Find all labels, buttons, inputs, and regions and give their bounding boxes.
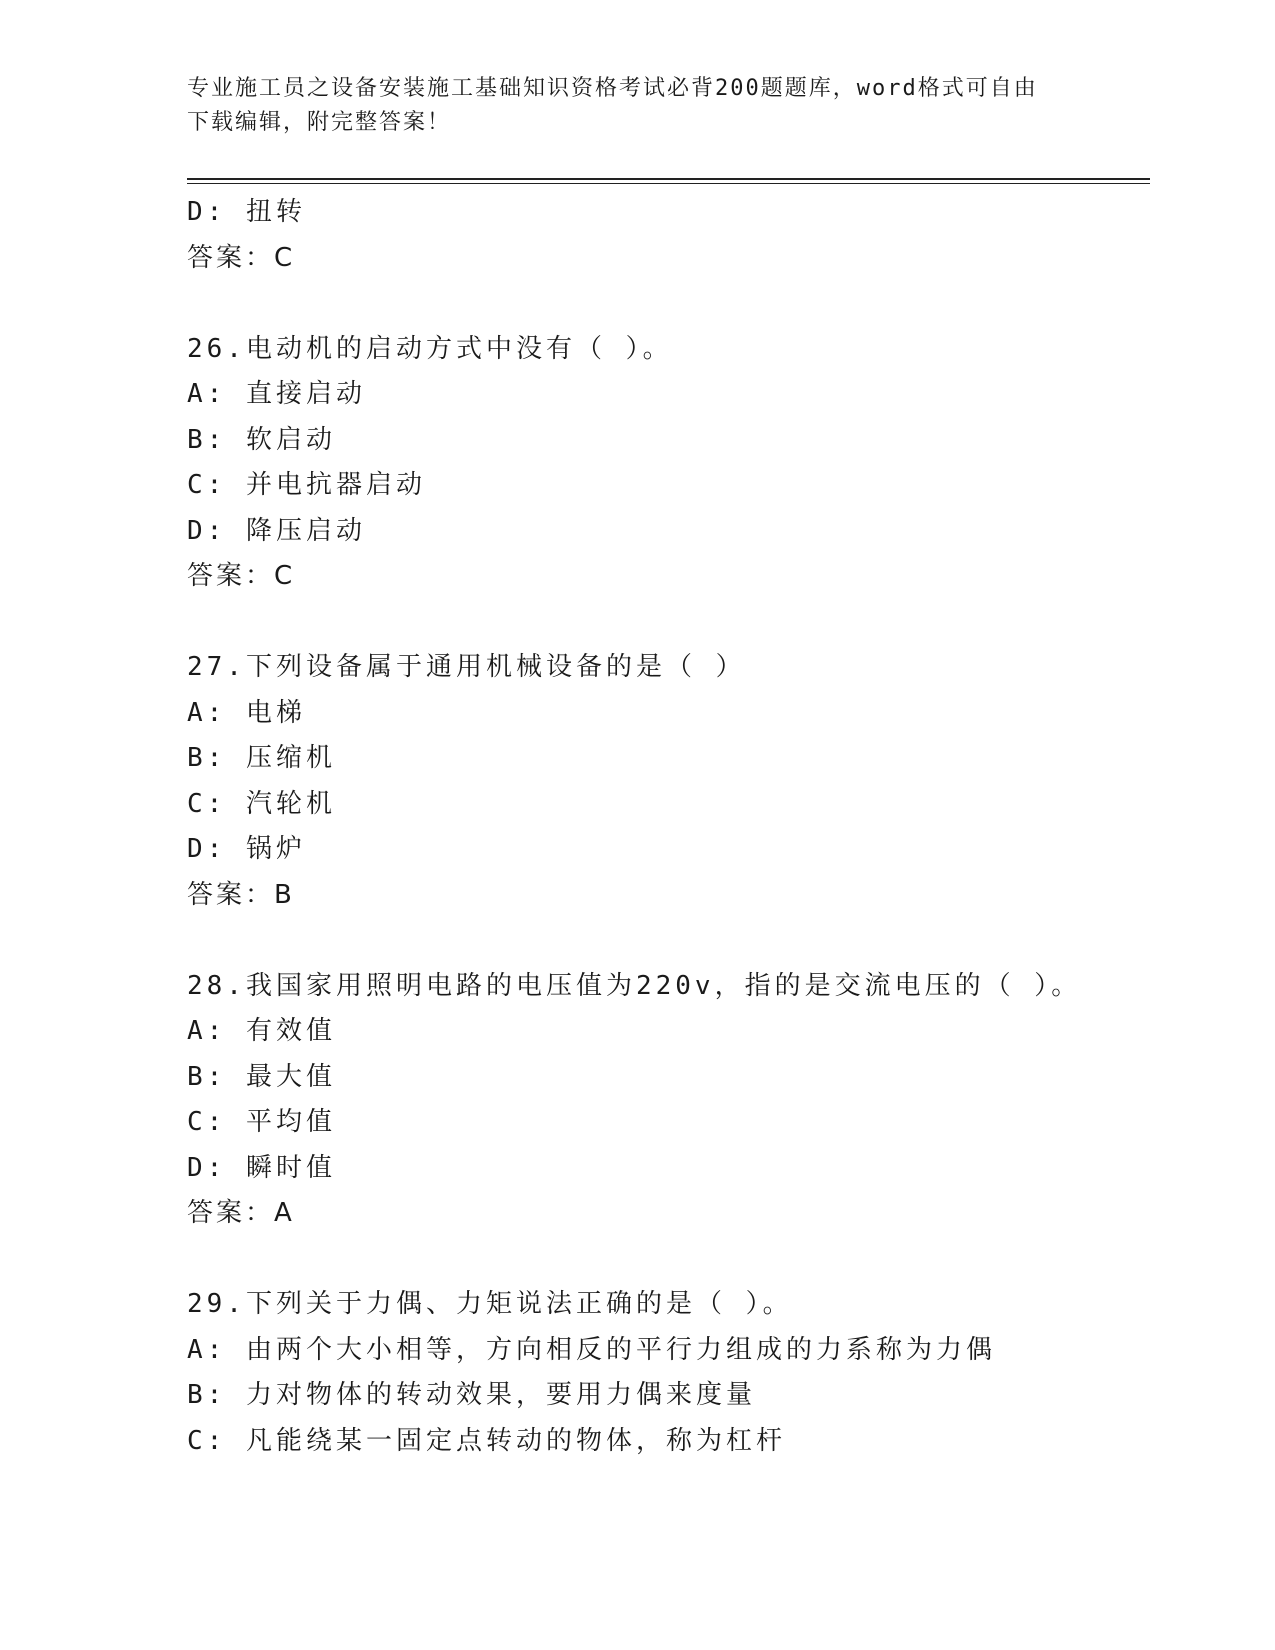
header-title-line2: 下载编辑，附完整答案！ bbox=[187, 110, 452, 135]
question-28 bbox=[187, 964, 1150, 1237]
spacer bbox=[187, 281, 1150, 327]
question-29 bbox=[187, 1282, 1150, 1464]
question-stem: 28.我国家用照明电路的电压值为220v，指的是交流电压的（ ）。 bbox=[187, 970, 1082, 1001]
option-c: C: 并电抗器启动 bbox=[187, 470, 426, 500]
option-d: D: 瞬时值 bbox=[187, 1152, 336, 1183]
question-stem: 29.下列关于力偶、力矩说法正确的是（ ）。 bbox=[187, 1289, 793, 1319]
header-rule-thin bbox=[187, 183, 1150, 184]
question-26 bbox=[187, 327, 1150, 600]
option-d: D: 锅炉 bbox=[187, 834, 306, 864]
answer: 答案：B bbox=[187, 879, 295, 910]
prev-option-d: D: 扭转 bbox=[187, 197, 306, 227]
option-a: A: 有效值 bbox=[187, 1016, 336, 1046]
header-title-line1: 专业施工员之设备安装施工基础知识资格考试必背200题题库，word格式可自由 bbox=[187, 76, 1038, 101]
option-a: A: 由两个大小相等，方向相反的平行力组成的力系称为力偶 bbox=[187, 1334, 996, 1365]
option-a: A: 电梯 bbox=[187, 697, 306, 728]
option-c: C: 汽轮机 bbox=[187, 788, 336, 819]
option-b: B: 软启动 bbox=[187, 424, 336, 455]
spacer bbox=[187, 600, 1150, 646]
question-stem: 27.下列设备属于通用机械设备的是（ ） bbox=[187, 652, 746, 682]
option-a: A: 直接启动 bbox=[187, 379, 366, 409]
option-b: B: 力对物体的转动效果，要用力偶来度量 bbox=[187, 1380, 756, 1410]
header-rule-thick bbox=[187, 178, 1150, 180]
question-stem: 26.电动机的启动方式中没有（ ）。 bbox=[187, 333, 673, 364]
option-d: D: 降压启动 bbox=[187, 515, 366, 546]
document-header bbox=[187, 72, 1067, 140]
question-list bbox=[187, 190, 1150, 1464]
spacer bbox=[187, 918, 1150, 964]
question-27 bbox=[187, 645, 1150, 918]
option-b: B: 最大值 bbox=[187, 1061, 336, 1092]
option-c: C: 平均值 bbox=[187, 1107, 336, 1137]
option-c: C: 凡能绕某一固定点转动的物体，称为杠杆 bbox=[187, 1425, 786, 1456]
answer: 答案：C bbox=[187, 561, 296, 591]
prev-answer: 答案：C bbox=[187, 242, 296, 273]
option-b: B: 压缩机 bbox=[187, 743, 336, 773]
spacer bbox=[187, 1237, 1150, 1283]
answer: 答案：A bbox=[187, 1198, 295, 1228]
